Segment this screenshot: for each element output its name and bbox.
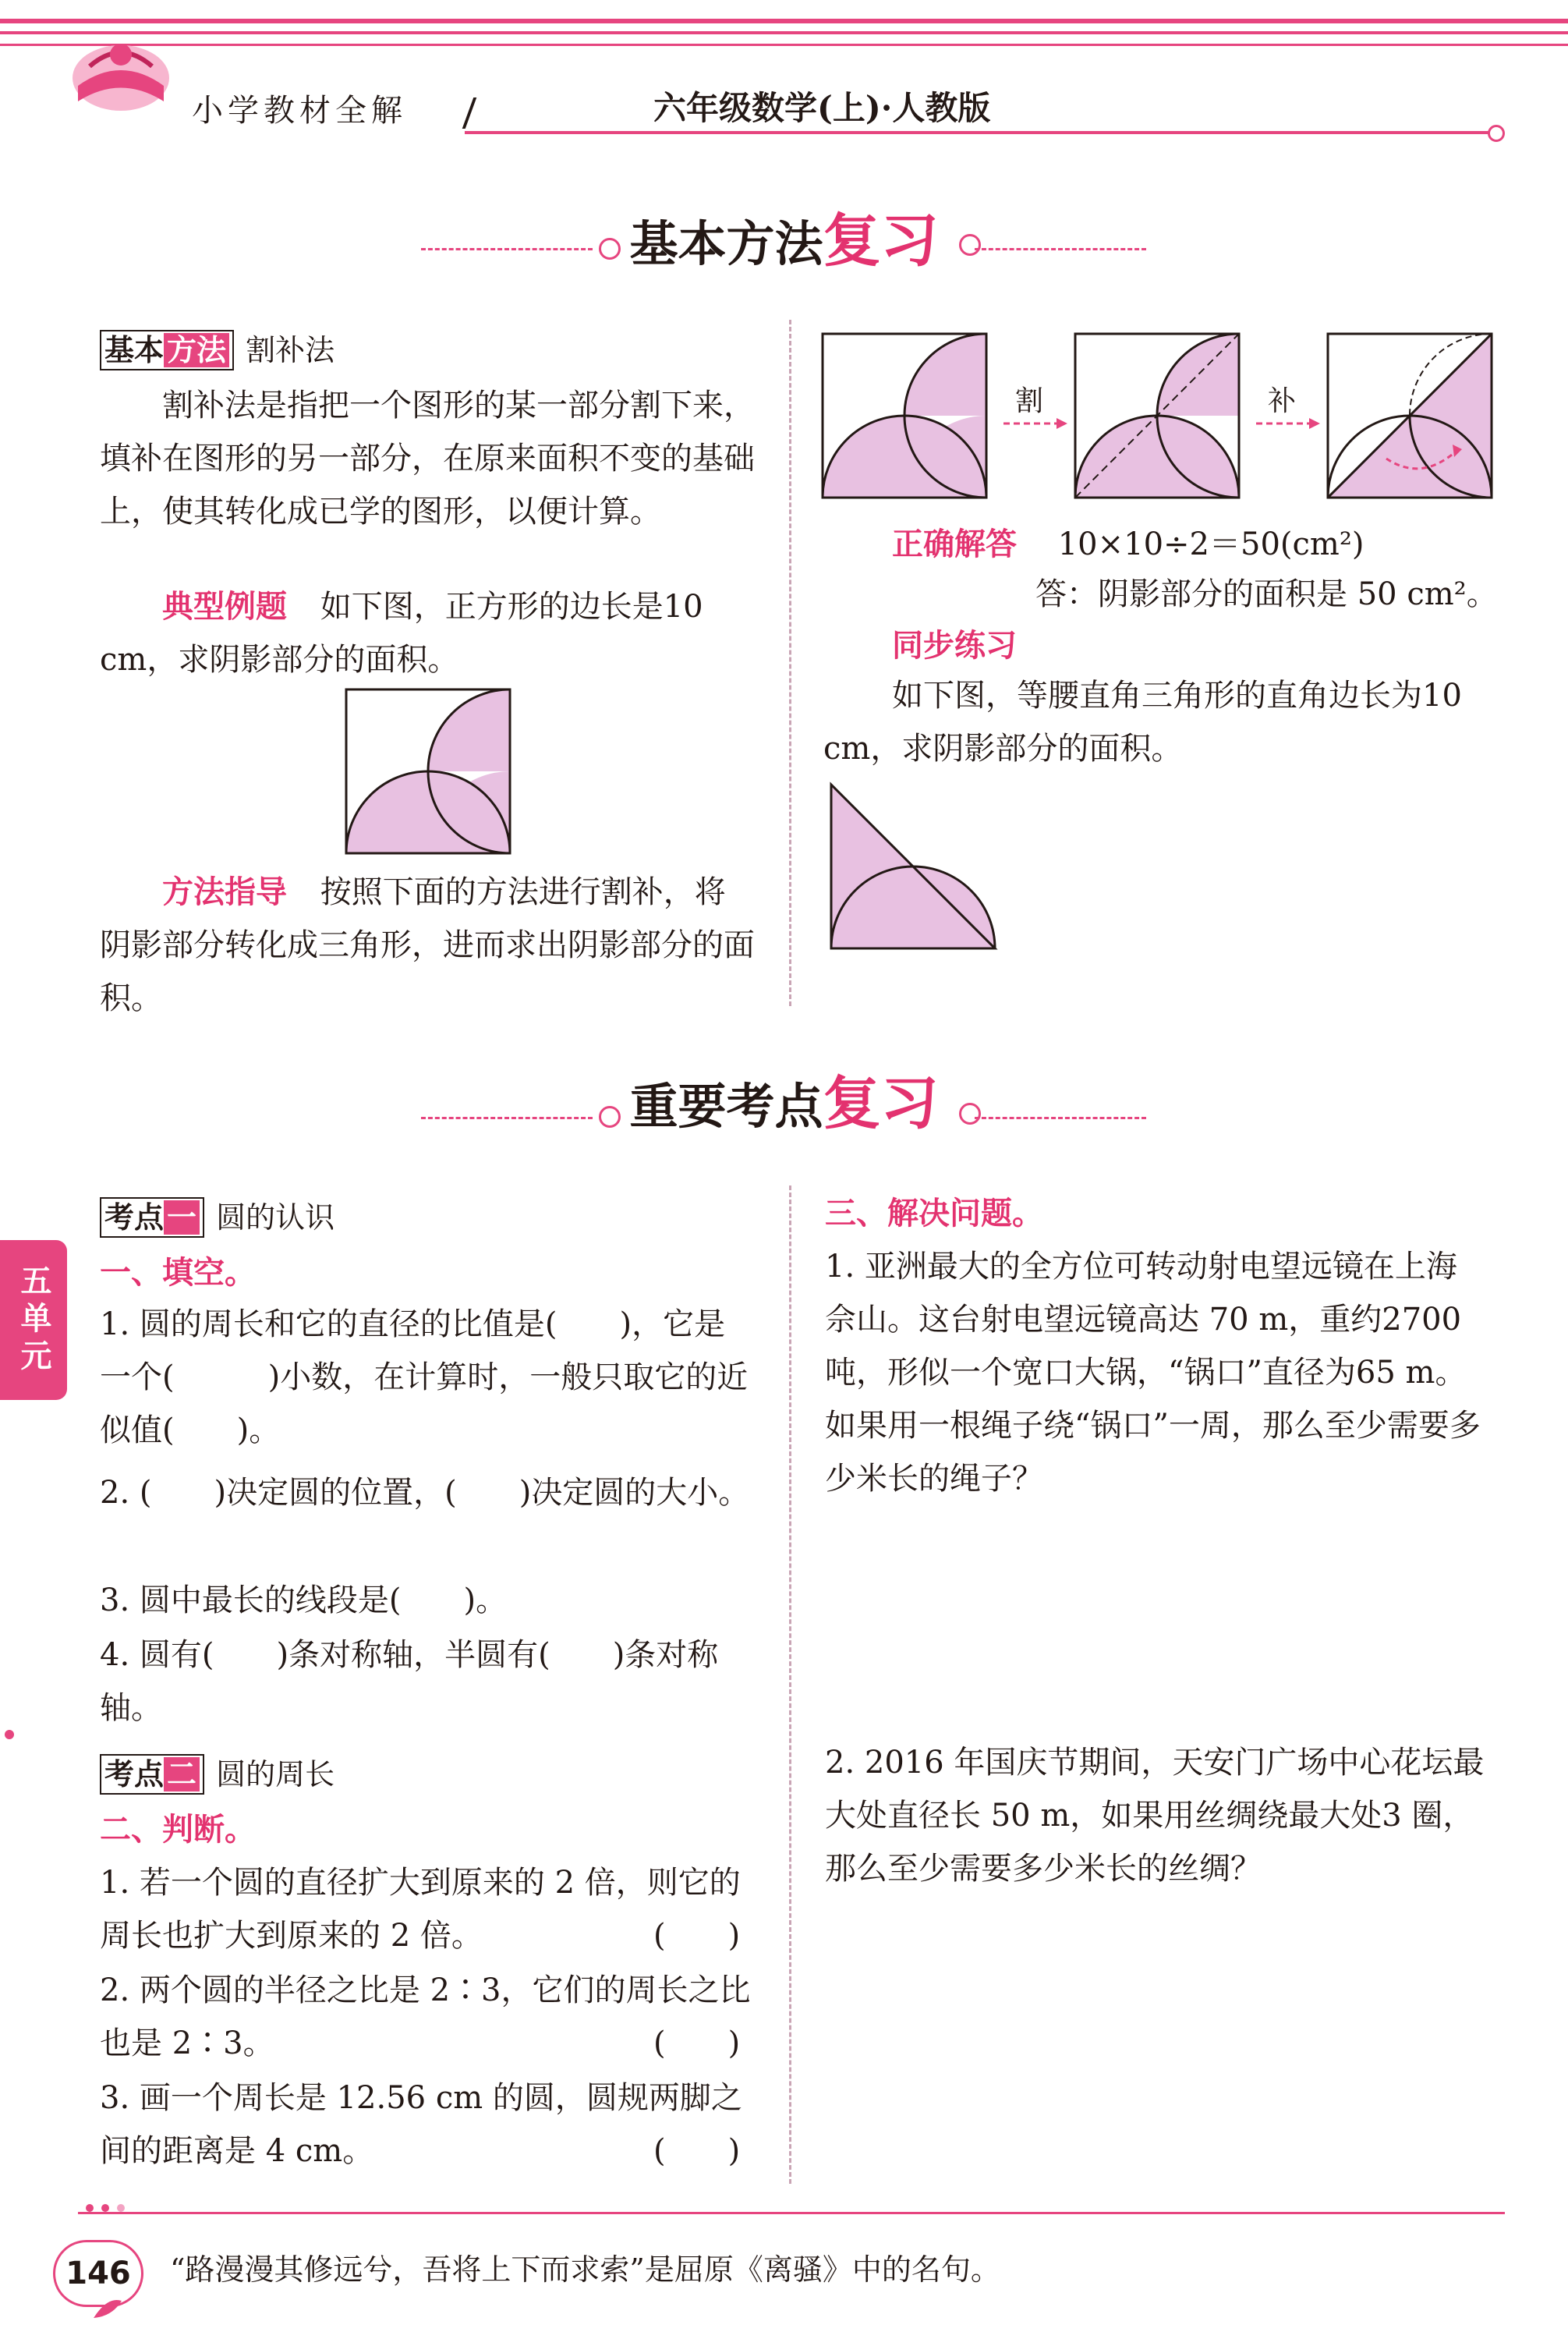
method-heading [100,326,334,370]
column-divider [789,320,791,1006]
answer-formula: 10×10÷2＝50(cm²) [1057,526,1364,562]
guide-text: 按照下面的方法进行割补，将阴影部分转化成三角形，进而求出阴影部分的面积。 [100,874,755,1016]
header-underline [465,131,1494,134]
section1-title: 基本方法复习 [629,207,939,275]
unit-side-tab: 五单元 [0,1240,67,1400]
arrow2-label: 补 [1268,385,1297,417]
guide-paragraph [100,866,755,1025]
series-title: 小学教材全解 [192,93,407,129]
guide-label: 方法指导 [162,874,287,910]
fill-item: 3. 圆中最长的线段是( )。 [100,1582,508,1618]
side-dot-icon [5,1730,14,1739]
footer-dot-icon [117,2204,125,2212]
title-dash-right [975,1117,1146,1119]
title-bubble-icon [959,1103,981,1125]
solve-title: 三、解决问题。 [825,1196,1043,1232]
book-logo-icon [62,23,179,117]
fill-item: 2. ( )决定圆的位置，( )决定圆的大小。 [100,1475,750,1511]
title-dash-left [421,1117,593,1119]
arrow1-label: 割 [1015,385,1044,417]
kp2-heading [100,1750,334,1795]
fill-item: 1. 圆的周长和它的直径的比值是( )，它是一个( )小数，在计算时，一般只取它的近似值( )。 [100,1306,749,1448]
title-bubble-icon [959,234,981,256]
practice-figure [831,785,995,952]
solve-item: 1. 亚洲最大的全方位可转动射电望远镜在上海佘山。这台射电望远镜高达 70 m，重约2700 吨，形似一个宽口大锅，“锅口”直径为65 m。如果用一根绳子绕“锅口”一周，那么至少需要多少米长的绳子？ [825,1249,1481,1497]
steps-figure [823,334,1493,509]
method-name: 割补法 [246,333,335,367]
answer-text: 答：阴影部分的面积是 50 cm²。 [1035,576,1498,612]
solve-item: 2. 2016 年国庆节期间，天安门广场中心花坛最大处直径长 50 m，如果用丝绸绕最大处3 圈，那么至少需要多少米长的丝绸？ [825,1745,1485,1887]
title-bubble-icon [599,238,621,260]
step1-square [823,334,986,498]
method-intro: 割补法是指把一个图形的某一部分割下来，填补在图形的另一部分，在原来面积不变的基础上，使其转化成已学的图形，以便计算。 [100,388,755,530]
header-stripe [0,44,1568,46]
judge-bracket: ( ) [653,2133,741,2169]
fill-item: 4. 圆有( )条对称轴，半圆有( )条对称轴。 [100,1637,719,1726]
title-divider [462,97,493,129]
header-stripe [0,31,1568,34]
kp2-title: 圆的周长 [216,1757,335,1791]
judge-bracket: ( ) [653,2025,741,2061]
step3-square [1328,334,1492,498]
judge-item: 1. 若一个圆的直径扩大到原来的 2 倍，则它的周长也扩大到原来的 2 倍。 [100,1865,741,1954]
column-divider [789,1185,791,2184]
kp1-heading [100,1193,334,1238]
header-stripe [0,19,1568,23]
leaf-icon [92,2296,123,2320]
arrow2 [1256,418,1320,429]
judge-bracket: ( ) [653,1918,741,1954]
judge-title: 二、判断。 [100,1812,256,1848]
section2-title: 重要考点复习 [629,1070,939,1137]
title-dash-left [421,248,593,250]
example-text: 如下图，正方形的边长是10 cm，求阴影部分的面积。 [100,589,703,678]
example-paragraph [100,580,755,686]
fill-title: 一、填空。 [100,1255,256,1291]
method-label: 基本 方法 [100,330,234,370]
answer-label: 正确解答 [892,526,1017,562]
judge-item: 2. 两个圆的半径之比是 2∶3，它们的周长之比也是 2∶3。 [100,1972,751,2061]
kp1-title: 圆的认识 [216,1200,335,1235]
page-number: 146 [53,2240,143,2307]
title-bubble-icon [599,1106,621,1128]
example-figure [346,689,510,856]
practice-label: 同步练习 [892,628,1017,664]
answer-line [892,518,1364,571]
example-label: 典型例题 [162,589,287,625]
step2-square [1075,334,1239,498]
footer-quote: “路漫漫其修远兮，吾将上下而求索”是屈原《离骚》中的名句。 [170,2252,1000,2287]
title-dash-right [975,248,1146,250]
practice-text: 如下图，等腰直角三角形的直角边长为10 cm，求阴影部分的面积。 [823,678,1462,767]
footer-dot-icon [86,2204,94,2212]
kp1-label: 考点 一 [100,1197,204,1238]
judge-item: 3. 画一个周长是 12.56 cm 的圆，圆规两脚之间的距离是 4 cm。 [100,2080,742,2169]
arrow1 [1003,418,1067,429]
book-title: 六年级数学(上)·人教版 [653,89,991,127]
footer-dot-icon [101,2204,109,2212]
kp2-label: 考点 二 [100,1754,204,1795]
footer-line [78,2212,1505,2214]
header-dot-icon [1488,125,1505,142]
